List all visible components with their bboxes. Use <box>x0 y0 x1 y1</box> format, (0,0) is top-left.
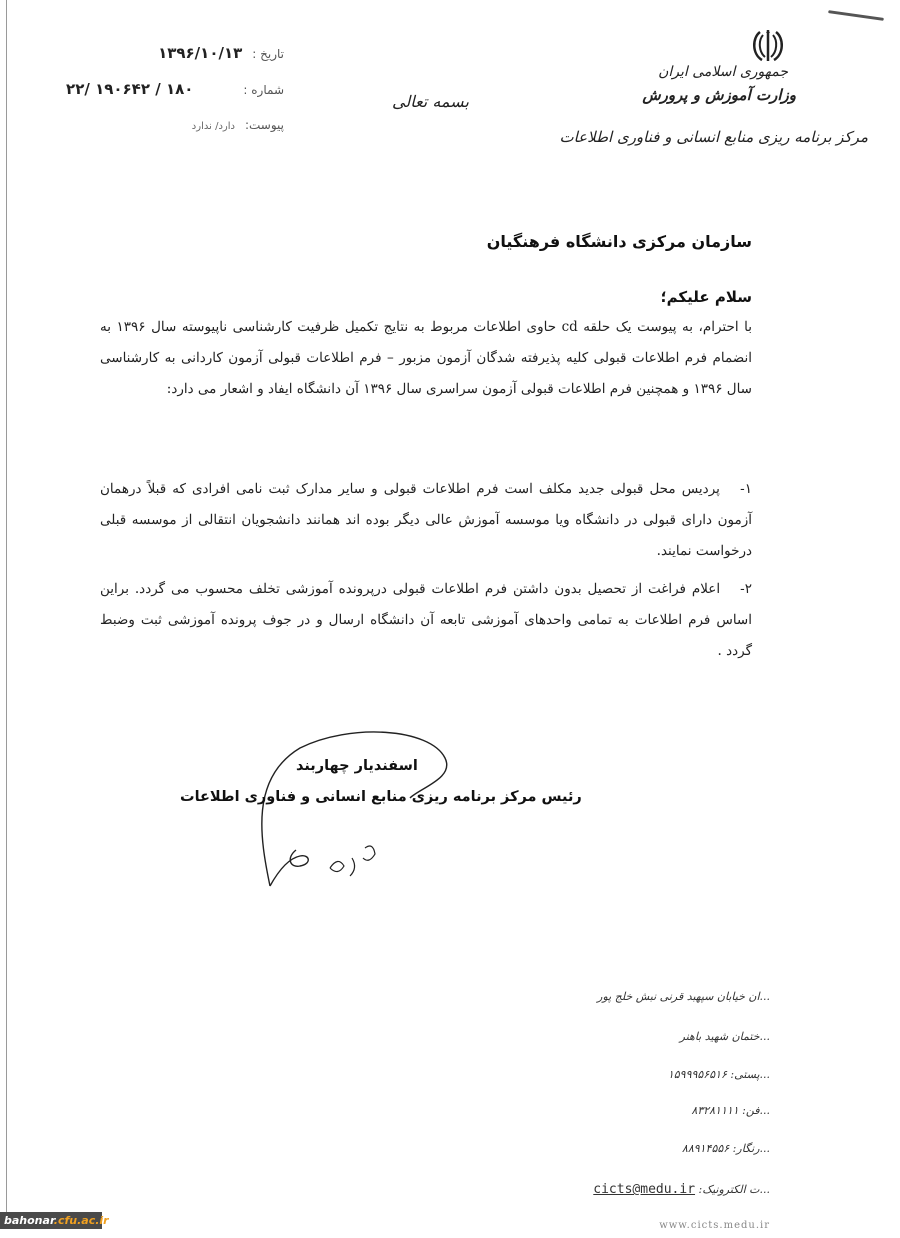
site-watermark-badge[interactable] <box>0 1212 109 1229</box>
number-value: ۱۸۰ / ۱۹۰۶۴۲ /۲۲ <box>66 80 194 98</box>
list-item-number: ۱- <box>740 481 752 497</box>
email-line <box>593 1182 770 1197</box>
signatory-name: اسفندیار چهاربند <box>296 758 418 774</box>
date-label: تاریخ : <box>252 47 284 61</box>
date-field <box>158 44 284 62</box>
letterhead-department: مرکز برنامه ریزی منابع انسانی و فناوری اطلاعات <box>559 128 868 146</box>
pen-stroke-mark <box>828 10 884 21</box>
date-value: ۱۳۹۶/۱۰/۱۳ <box>158 44 243 62</box>
attachment-field <box>192 118 284 132</box>
addressee: سازمان مرکزی دانشگاه فرهنگیان <box>486 232 752 251</box>
attachment-label: پیوست: <box>244 118 284 132</box>
phone-number: ...فن: ۸۳۲۸۱۱۱۱ <box>691 1104 770 1117</box>
list-item-text: پردیس محل قبولی جدید مکلف است فرم اطلاعات قبولی و سایر مدارک ثبت نامی افرادی که قبلاً درهمان آزمون دارای قبولی در دانشگاه ویا موسسه آموزش عالی دیگر بوده اند همانند دانشجویان انتقالی از موسسه قبلی درخواست نمایند. <box>100 481 752 559</box>
email-link[interactable]: cicts@medu.ir <box>593 1182 696 1197</box>
letterhead-country: جمهوری اسلامی ایران <box>658 64 788 80</box>
page-edge-line <box>6 0 7 1215</box>
letterhead-ministry: وزارت آموزش و پرورش <box>642 86 796 104</box>
website-line[interactable]: www.cicts.medu.ir <box>659 1220 770 1231</box>
list-item <box>100 474 752 567</box>
basmala-heading: بسمه تعالی <box>392 92 469 111</box>
address-line-2: ...ختمان شهید باهنر <box>679 1030 770 1043</box>
greeting: سلام علیکم؛ <box>660 288 752 306</box>
list-item-text: اعلام فراغت از تحصیل بدون داشتن فرم اطلاعات قبولی درپرونده آموزشی تخلف محسوب می گردد. براین اساس فرم اطلاعات به تمامی واحدهای آموزشی تابعه آن دانشگاه ارسال و در جوف پرونده آموزشی ثبت وضبط گردد . <box>100 581 752 659</box>
watermark-text-domain: .cfu.ac.ir <box>53 1214 109 1227</box>
number-label: شماره : <box>243 83 284 97</box>
postal-code: ...پستی: ۱۵۹۹۹۵۶۵۱۶ <box>667 1068 770 1081</box>
watermark-text-primary: bahonar <box>4 1214 54 1227</box>
number-field <box>66 80 284 98</box>
list-item-number: ۲- <box>740 581 752 597</box>
list-item <box>100 574 752 667</box>
body-paragraph: با احترام، به پیوست یک حلقه cd حاوی اطلاعات مربوط به نتایج تکمیل ظرفیت کارشناسی ناپیوسته سال ۱۳۹۶ به انضمام فرم اطلاعات قبولی کلیه پذیرفته شدگان آزمون مزبور – فرم اطلاعات قبولی آزمون کاردانی به کارشناسی سال ۱۳۹۶ و همچنین فرم اطلاعات قبولی آزمون سراسری سال ۱۳۹۶ آن دانشگاه ایفاد و اشعار می دارد: <box>100 319 752 397</box>
email-label: ...ت الکترونیک: <box>698 1183 770 1196</box>
signatory-title: رئیس مرکز برنامه ریزی منابع انسانی و فناوری اطلاعات <box>180 789 582 805</box>
fax-number: ...رنگار: ۸۸۹۱۴۵۵۶ <box>681 1142 770 1155</box>
handwritten-signature <box>240 718 460 898</box>
iran-emblem-icon <box>748 28 788 64</box>
attachment-value: دارد/ ندارد <box>191 121 235 132</box>
address-line-1: ...ان خیابان سپهبد قرنی نبش خلج پور <box>597 990 770 1003</box>
